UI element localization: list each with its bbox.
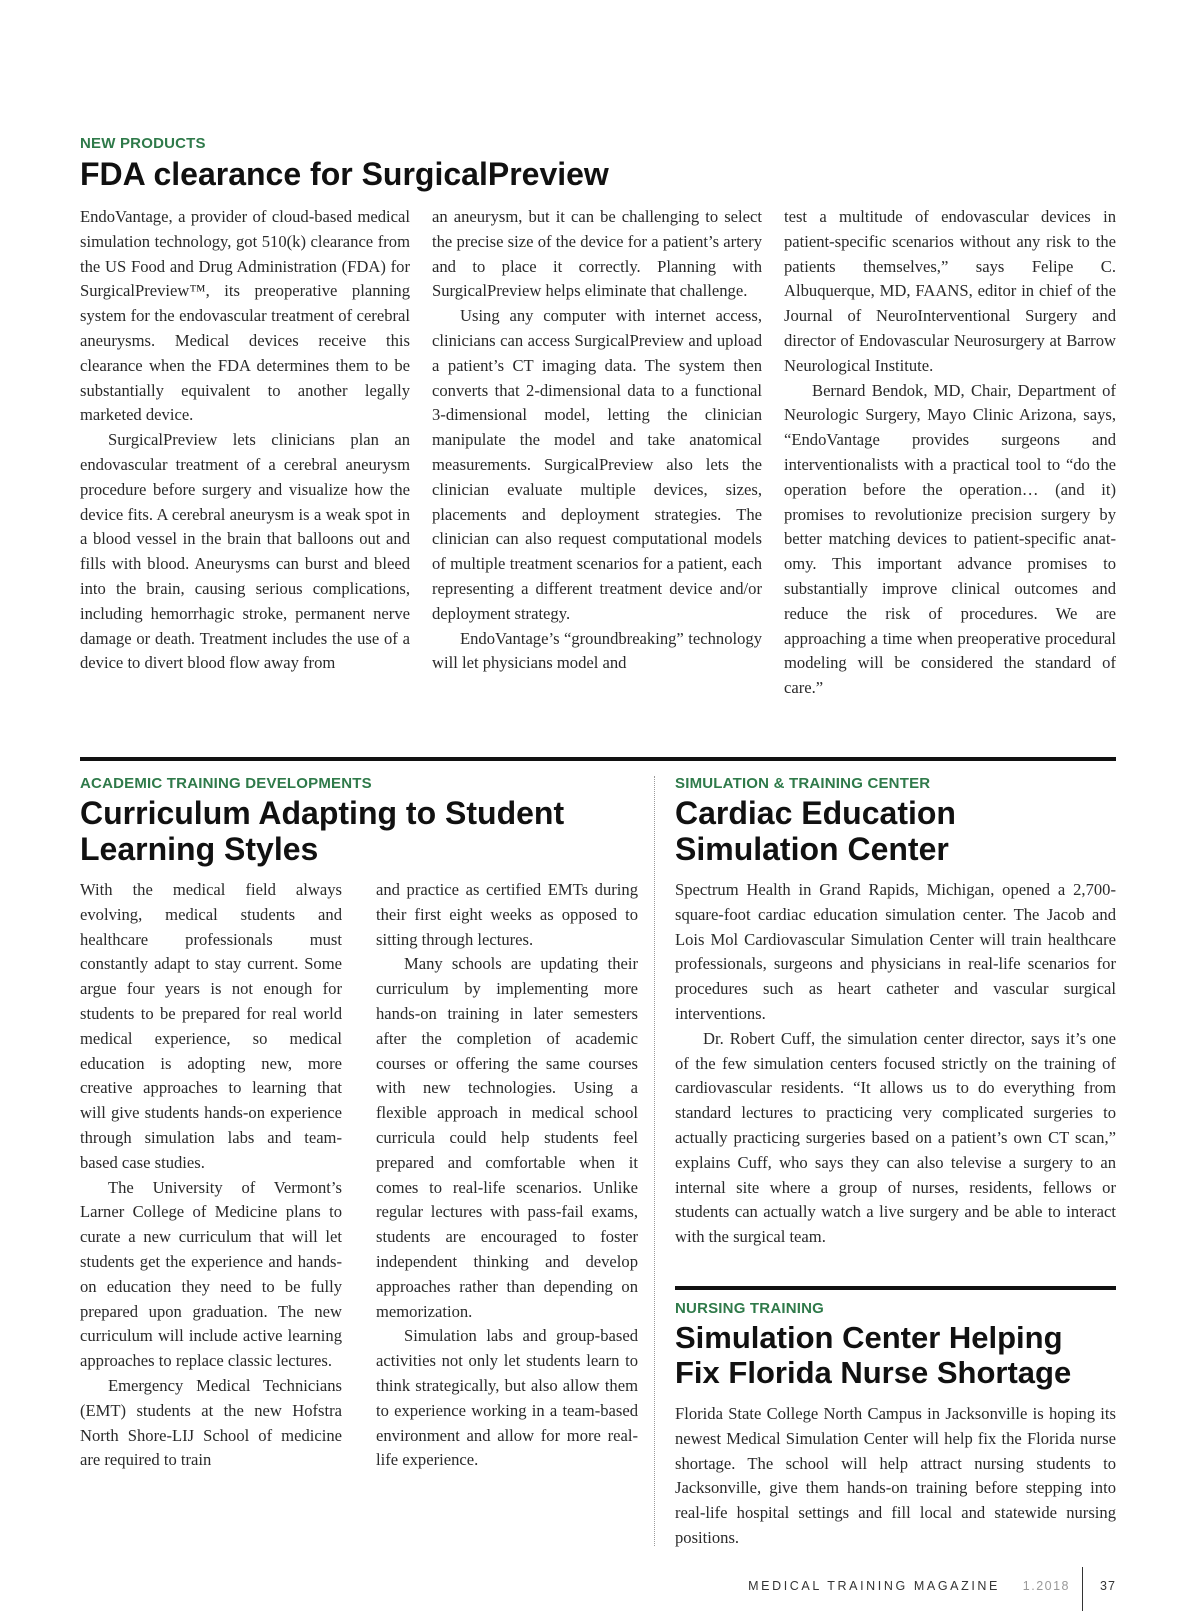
paragraph: Dr. Robert Cuff, the simulation center director, says it’s one of the few simulation centers focused strictly on the training of cardiovascular residents. “It allows us to do everything from standard lectures to practicing very complicated surgeries to actually practicing surgeries based on a patient’s own CT scan,” explains Cuff, who says they can also televise a surgery to an internal site where a group of nurses, residents, fellows or students can actually watch a live surgery and be able to interact with the surgical team.: [675, 1028, 1116, 1247]
paragraph: and practice as certified EMTs during their first eight weeks as opposed to sitting through lectures.: [376, 880, 638, 949]
headline-fda-clearance: FDA clearance for SurgicalPreview: [80, 156, 609, 192]
headline-line: Learning Styles: [80, 831, 319, 868]
paragraph: an aneurysm, but it can be challenging to select the precise size of the device for a patient’s artery and to place it correctly. Planning with SurgicalPreview helps eliminate that challenge.: [432, 207, 762, 301]
headline-line: Curriculum Adapting to Student: [80, 795, 565, 831]
footer-divider: [1082, 1567, 1083, 1611]
section-divider: [80, 757, 1116, 761]
paragraph: Florida State College North Campus in Jacksonville is hoping its newest Medical Simulation Center will help fix the Florida nurse shortage. The school will help attract nursing students to Jacksonville, give them hands-on training before stepping into real-life hospital settings and fill local and statewide nursing positions.: [675, 1404, 1116, 1547]
paragraph: The University of Vermont’s Larner College of Medicine plans to curate a new curriculum that will let students get the experience and hands-on education they need to be fully prepared upon graduation. The new curriculum will include active learning approaches to replace classic lectures.: [80, 1177, 342, 1371]
paragraph: With the medical field always evolving, medical students and healthcare professionals must constantly adapt to stay current. Some argue four years is not enough for students to be prepared for real world medical experience, so medical education is adopting new, more creative approaches to learning that will give students hands-on experience through simulation labs and team-based case studies.: [80, 880, 342, 1172]
paragraph: Using any computer with internet access, clinicians can access SurgicalPreview and upload a patient’s CT imaging data. The system then converts that 2-dimensional data to a functional 3-dimensional model, letting the clinician manipulate the model and take anatomical measurements. SurgicalPreview also lets the clinician evaluate multiple devices, sizes, placements and deployment strategies. The clinician can also request computational models of multiple treatment scenarios for a patient, each representing a different treatment device and/or deployment strategy.: [432, 306, 762, 623]
headline-line: Fix Florida Nurse Shortage: [675, 1355, 1072, 1391]
section-kicker-academic-training: ACADEMIC TRAINING DEVELOPMENTS: [80, 775, 372, 792]
paragraph: Simulation labs and group-based activities not only let students learn to think strategically, but also allow them to experience working in a team-based environment and allow for more real-life experience.: [376, 1326, 638, 1470]
headline-curriculum-adapting: [80, 795, 680, 867]
paragraph: EndoVantage’s “groundbreaking” technology will let physicians model and: [432, 628, 762, 673]
page-number: 37: [1100, 1579, 1116, 1593]
article-column: [432, 205, 762, 751]
headline-nurse-shortage: [675, 1320, 1071, 1390]
section-kicker-simulation-training: SIMULATION & TRAINING CENTER: [675, 775, 931, 792]
article-column: [784, 205, 1116, 751]
section-kicker-nursing-training: NURSING TRAINING: [675, 1300, 825, 1317]
headline-line: Cardiac Education: [675, 795, 956, 831]
page-footer: [700, 1567, 1200, 1611]
paragraph: EndoVantage, a provider of cloud-based medical simulation technology, got 510(k) clearance from the US Food and Drug Administration (FDA) for SurgicalPreview™, its preoperative planning system for the endovascular treatment of cerebral aneurysms. Medical devices receive this clearance when the FDA determines them to be substantially equivalent to another legally marketed device.: [80, 207, 410, 425]
headline-cardiac-education: [675, 795, 956, 867]
article-column: [80, 878, 342, 1554]
section-kicker-new-products: NEW PRODUCTS: [80, 135, 206, 152]
paragraph: SurgicalPreview lets clinicians plan an endovascular treatment of a cerebral aneurysm procedure before surgery and visualize how the device fits. A cerebral aneurysm is a weak spot in a blood vessel in the brain that balloons out and fills with blood. Aneurysms can burst and bleed into the brain, causing serious complications, including hemorrhagic stroke, permanent nerve damage or death. Treatment includes the use of a device to divert blood flow away from: [80, 430, 410, 673]
issue-number: 1.2018: [1022, 1579, 1070, 1593]
column-divider: [654, 776, 655, 1546]
paragraph: Bernard Bendok, MD, Chair, Department of Neurologic Surgery, Mayo Clinic Arizona, says, “EndoVantage provides surgeons and interventionalists with a practical tool to “do the operation before the operation… (and it) promises to revolutionize precision surgery by better matching devices to patient-specific anatomy. This important advance promises to substantially improve clinical outcomes and reduce the risk of procedures. We are approaching a time when preoperative procedural modeling will be considered the standard of care.”: [784, 380, 1116, 698]
magazine-name: MEDICAL TRAINING MAGAZINE: [748, 1579, 1000, 1593]
paragraph: Many schools are updating their curriculum by implementing more hands-on training in later semesters after the completion of academic courses or offering the same courses with new technologies. Using a flexible approach in medical school curricula could help students feel prepared and comfortable when it comes to real-life scenarios. Unlike regular lectures with pass-fail exams, students are encouraged to foster independent thinking and develop approaches rather than depending on memorization.: [376, 954, 638, 1321]
article-column: [675, 1402, 1116, 1554]
article-column: [376, 878, 638, 1554]
headline-line: Simulation Center Helping: [675, 1320, 1063, 1355]
paragraph: Spectrum Health in Grand Rapids, Michigan, opened a 2,700-square-foot cardiac education simulation center. The Jacob and Lois Mol Cardiovascular Simulation Center will train healthcare professionals, surgeons and physicians in real-life scenarios for procedures such as heart catheter and vascular surgical interventions.: [675, 880, 1116, 1023]
headline-line: Simulation Center: [675, 831, 949, 868]
paragraph: test a multitude of endovascular devices in patient-specific scenarios without any risk to the patients themselves,” says Felipe C. Albuquerque, MD, FAANS, editor in chief of the Journal of NeuroInterventional Surgery and director of Endovascular Neurosurgery at Barrow Neurological Institute.: [784, 207, 1116, 375]
article-column: [80, 205, 410, 751]
article-column: [675, 878, 1116, 1278]
section-divider: [675, 1286, 1116, 1290]
paragraph: Emergency Medical Technicians (EMT) students at the new Hofstra North Shore-LIJ School of medicine are required to train: [80, 1375, 342, 1470]
